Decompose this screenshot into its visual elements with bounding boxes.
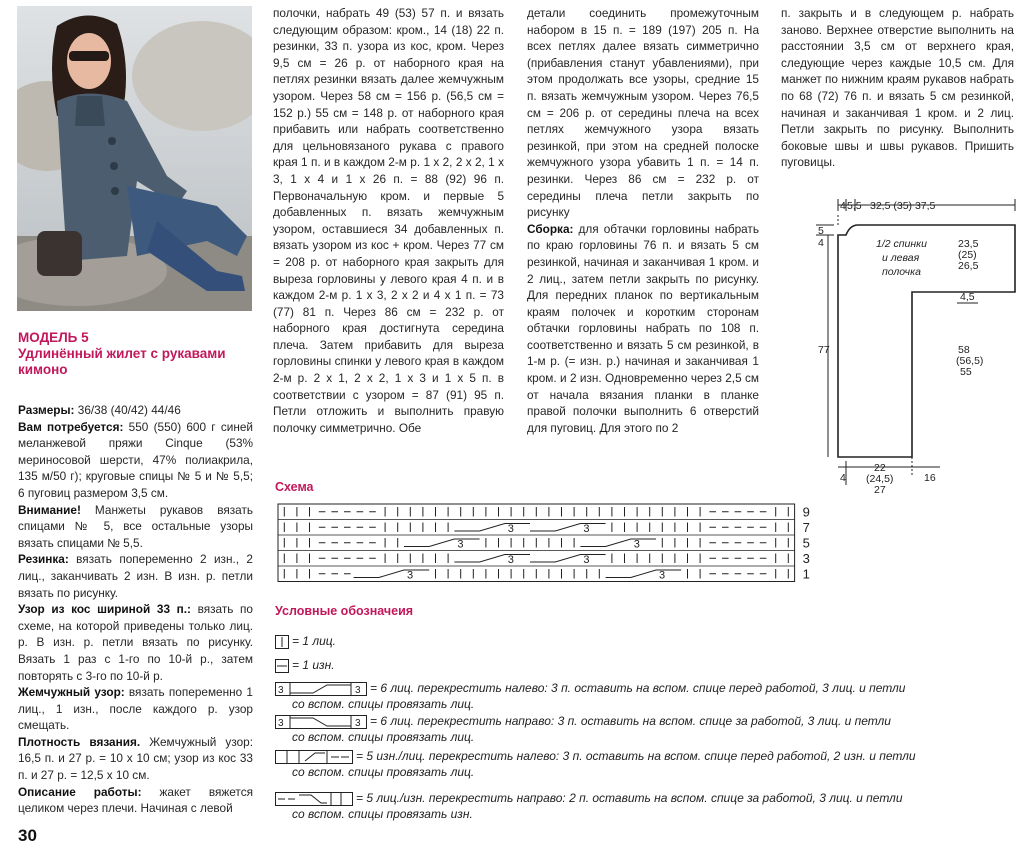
dim-bottom-2: (24,5) — [866, 473, 894, 485]
cable-right-5-symbol — [275, 792, 353, 806]
purl-symbol — [275, 659, 289, 673]
svg-text:3: 3 — [355, 717, 361, 729]
legend-text: = 6 лиц. перекрестить налево: 3 п. оставить на вспом. спице перед работой, 3 лиц. и петли — [370, 681, 906, 695]
legend-item — [275, 657, 335, 673]
dim-left-5: 5 — [818, 225, 824, 237]
legend-text: = 5 лиц./изн. перекрестить направо: 2 п. оставить на вспом. спице за работой, 3 лиц. и петли — [356, 791, 903, 805]
diagram-label-3: полочка — [882, 266, 921, 278]
para-text: Манжеты рукавов вязать спицами № 5, все остальные узоры вязать спицами № 5,5. — [18, 502, 253, 550]
paragraph — [18, 551, 253, 601]
legend-text: со вспом. спицы провязать лиц. — [292, 697, 475, 711]
cable-count: 3 — [583, 554, 590, 566]
legend-item — [275, 748, 916, 780]
cable-count: 3 — [583, 523, 590, 535]
legend-item — [275, 713, 891, 745]
cable-count: 3 — [407, 569, 414, 582]
legend-text: со вспом. спицы провязать лиц. — [292, 765, 475, 779]
dim-bottom-4: 4 — [840, 472, 846, 484]
para-label: Размеры: — [18, 403, 75, 417]
model-subtitle: Удлинённый жилет с рукавами кимоно — [18, 346, 226, 377]
para-label: Сборка: — [527, 221, 574, 236]
dim-bottom-1: 22 — [874, 462, 886, 474]
paragraph — [18, 502, 253, 552]
text-column-4 — [781, 5, 1014, 171]
legend-text: со вспом. спицы провязать лиц. — [292, 730, 475, 744]
para-text: вязать по схеме, на которой приведены только лиц. р. В изн. р. петли вязать по рисунку. Вязать 1 раз с 1-го по 10-й р., затем повторять с 3-го по 10-й р. — [18, 602, 253, 683]
model-photo — [17, 6, 252, 311]
chart-row-number: 1 — [802, 566, 810, 582]
paragraph: детали соединить промежуточным набором в 15 п. = 189 (197) 205 п. На всех петлях далее вязать симметрично (прибавления станут убавлениями), при этом продолжать все узоры, средние 15 п. вязать жемчужным узором. Через 76,5 см = 206 р. от середины плеча на всех петлях жемчужного узора вязать резинкой, при этом на средней полоске жемчужного узора убавить 1 п. = 14 п. резинки. Через 86 см = 232 р. от середины плеча петли закрыть по рисунку — [527, 6, 759, 220]
chart-row-number: 9 — [802, 504, 810, 520]
para-text: вязать попеременно 1 лиц., 1 изн., после каждого р. узор смещать. — [18, 685, 253, 733]
dim-right-6: (56,5) — [956, 355, 984, 367]
model-number: МОДЕЛЬ 5 — [18, 330, 89, 345]
dim-right-1: 23,5 — [958, 238, 979, 250]
legend-line — [275, 680, 905, 696]
legend-item — [275, 680, 905, 712]
paragraph: п. закрыть и в следующем р. набрать заново. Верхнее отверстие выполнить на расстоянии 3,5 см от верхнего края, следующие через каждые 10,5 см. Для манжет по нижним краям рукавов набрать по 68 (72) 76 п. и вязать 5 см резинкой, начиная и заканчивая 1 кром. и 2 лиц. Петли закрыть по рисунку. Выполнить боковые швы и швы рукавов. Пришить пуговицы. — [781, 6, 1014, 170]
diagram-label-1: 1/2 спинки — [876, 238, 927, 250]
cable-count: 3 — [659, 569, 666, 582]
schema-title: Схема — [275, 480, 314, 494]
para-label: Жемчужный узор: — [18, 685, 125, 700]
legend-text: = 6 лиц. перекрестить направо: 3 п. оставить на вспом. спице за работой, 3 лиц. и петли — [370, 714, 891, 728]
paragraph — [18, 601, 253, 684]
legend-text: = 1 изн. — [292, 658, 335, 672]
text-column-3 — [527, 5, 759, 436]
dim-left-77: 77 — [818, 344, 830, 356]
para-text: 36/38 (40/42) 44/46 — [74, 403, 181, 417]
para-text: жакет вяжется целиком через плечи. Начиная с левой — [18, 784, 253, 816]
svg-text:3: 3 — [355, 684, 361, 696]
model-heading — [18, 330, 258, 378]
legend-item — [275, 790, 903, 822]
knit-symbol — [275, 635, 289, 649]
paragraph — [18, 402, 253, 419]
dim-right-5: 58 — [958, 344, 970, 356]
text-column-2 — [273, 5, 504, 436]
para-text: Жемчужный узор: 16,5 п. и 27 р. = 10 x 10 см; узор из кос 33 п. и 27 р. = 12,5 x 10 см. — [18, 734, 253, 783]
legend-item — [275, 633, 336, 649]
cable-right-6-symbol — [275, 715, 367, 729]
chart-row-number: 3 — [802, 551, 810, 566]
legend-line — [275, 748, 916, 764]
dim-right-2: (25) — [958, 249, 977, 261]
chart-row-number: 7 — [802, 520, 810, 535]
paragraph — [18, 419, 253, 502]
chart-row-number: 5 — [802, 535, 810, 551]
legend-line — [275, 790, 903, 806]
dim-top-a: 4 — [840, 200, 846, 212]
dim-right-4: 4,5 — [960, 291, 975, 303]
legend-line — [275, 713, 891, 729]
dim-left-4: 4 — [818, 237, 824, 249]
dim-top-b: 5,5 — [847, 200, 862, 212]
legend-title: Условные обозначеия — [275, 604, 414, 618]
paragraph: полочки, набрать 49 (53) 57 п. и вязать следующим образом: кром., 14 (18) 22 п. резинки, 33 п. узора из кос, кром. Через 9,5 см = 26 р. от наборного края на петлях резинки вязать далее жемчужным узором. Через 58 см = 156 р. (56,5 см = 152 р.) 55 см = 148 р. от наборного края прибавить или набрать соответственно для цельновязаного рукава с правого края 1 п. и в каждом 2-м р. 1 x 2, 2 x 2, 1 x 3, 1 x 4 и 1 x 26 п. = 88 (92) 96 п. Первоначальную кром. и первые 5 добавленных п. вязать жемчужным узором, оставшиеся 34 добавленных п. вязать узором из кос + кром. Через 77 см = 208 р. от наборного края закрыть для выреза горловины у левого края 4 п. и в каждом 2-м р. 1 x 3, 2 x 2 и 4 x 1 п. = 73 (77) 81 п. Через 86 см = 232 р. от наборного края достигнута середина плеча. Затем прибавить для выреза горловины спинки у левого края в каждом 2-м р. 2 x 1, 2 x 2, 1 x 3 и 1 x 5 п. в соответствии с узором = 87 (91) 95 п. Петли отложить и выполнить правую полочку симметрично. Обе — [273, 6, 504, 435]
dim-right-3: 26,5 — [958, 260, 979, 272]
stitch-chart — [276, 502, 816, 584]
dim-bottom-16: 16 — [924, 472, 936, 484]
paragraph — [18, 784, 253, 817]
cable-left-6-symbol — [275, 682, 367, 696]
cable-count: 3 — [507, 523, 514, 535]
para-label: Описание работы: — [18, 784, 142, 799]
legend-text: = 1 лиц. — [292, 634, 336, 648]
para-label: Плотность вязания. — [18, 734, 141, 749]
diagram-label-2: и левая — [882, 252, 920, 264]
svg-text:3: 3 — [278, 684, 284, 696]
text-column-1 — [18, 402, 253, 817]
para-label: Внимание! — [18, 502, 81, 517]
svg-text:3: 3 — [278, 717, 284, 729]
legend-text: со вспом. спицы провязать изн. — [292, 807, 473, 821]
cable-count: 3 — [507, 554, 514, 566]
paragraph — [18, 684, 253, 734]
para-text: 550 (550) 600 г синей меланжевой пряжи Cinque (53% мериносовой шерсти, 47% полиакрила, 135 м/50 г); круговые спицы № 5 и № 5,5; 6 пуговиц размером 3,5 см. — [18, 419, 254, 500]
para-label: Узор из кос шириной 33 п.: — [18, 602, 191, 617]
para-label: Вам потребуется: — [18, 419, 124, 434]
cable-count: 3 — [633, 538, 640, 551]
dim-top-c: 32,5 (35) 37,5 — [870, 200, 936, 212]
dim-bottom-3: 27 — [874, 484, 886, 495]
paragraph — [527, 221, 759, 437]
para-text: вязать попеременно 2 изн., 2 лиц., заканчивать 2 изн. В изн. р. петли вязать по рисунку. — [18, 552, 253, 600]
para-text: для обтачки горловины набрать по краю горловины 76 п. и вязать 5 см резинкой, начиная и заканчивая 1 кром. и 2 лиц., затем петли закрыть по рисунку. Для передних планок по вертикальным краям полочек и коротким сторонам обтачки горловины набрать по 108 п. соответственно и вязать 5 см резинкой, в 1-м р. (= изн. р.) начиная и заканчивая 1 кром. и 2 изн. Одновременно через 2,5 см от начала вязания планки в планке правой полочки выполнить 6 отверстий для пуговиц. Для этого по 2 — [527, 221, 759, 435]
dim-right-7: 55 — [960, 366, 972, 378]
cable-left-5-symbol — [275, 750, 353, 764]
page-number: 30 — [18, 826, 37, 845]
legend-text: = 5 изн./лиц. перекрестить налево: 3 п. оставить на вспом. спице перед работой, 2 изн. и петли — [356, 749, 916, 763]
pattern-diagram — [800, 195, 1020, 495]
paragraph — [18, 734, 253, 784]
cable-count: 3 — [457, 538, 464, 551]
para-label: Резинка: — [18, 552, 69, 567]
